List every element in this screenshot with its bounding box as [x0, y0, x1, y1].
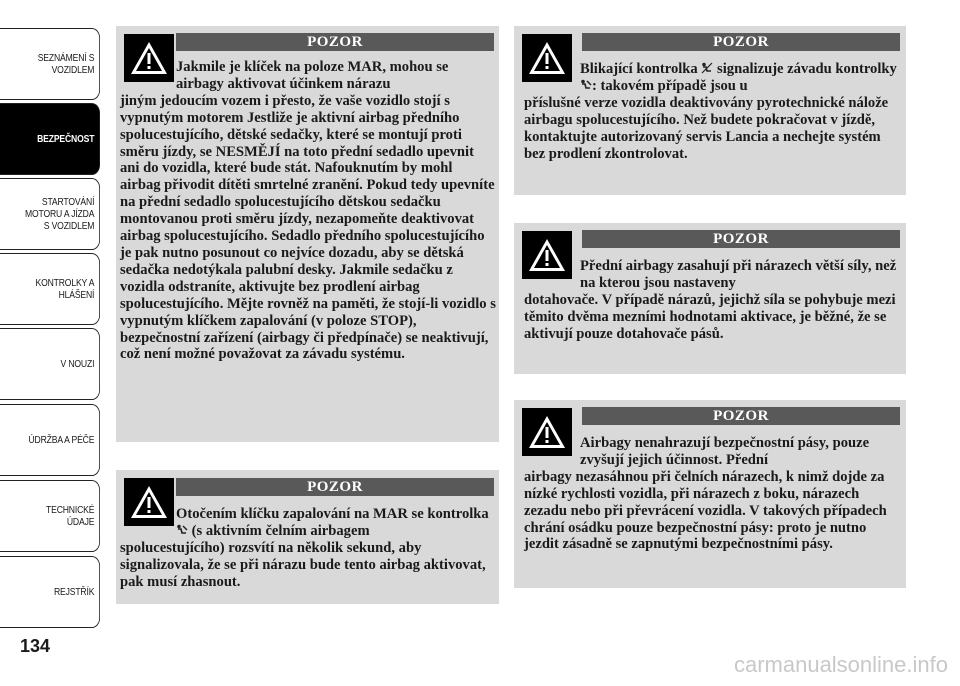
warning-title: POZOR	[176, 33, 494, 51]
warning-text: Přední airbagy zasahují při nárazech větší síly, než na kterou jsou nastaveny dotahovače. V případě nárazů, jejichž síla se pohybuje mezi těmito dvěma mezními hodnotami aktivace, je běžné, že se aktivují pouze dotahovače pásů.	[524, 258, 897, 342]
tab-udrzba[interactable]: ÚDRŽBA A PÉČE	[0, 404, 100, 476]
tab-startovani[interactable]: STARTOVÁNÍ MOTORU A JÍZDA S VOZIDLEM	[0, 178, 100, 250]
warning-text: Otočením klíčku zapalování na MAR se kontrolka (s aktivním čelním airbagem spolucestujícího) rozsvítí na několik sekund, aby signalizovala, že se při nárazu bude tento airbag aktivovat, pak musí zhasnout.	[120, 506, 489, 590]
warning-box-3	[514, 26, 906, 195]
warning-title: POZOR	[176, 478, 494, 496]
watermark: carmanualsonline.info	[733, 652, 948, 677]
tab-rejstrik[interactable]: REJSTŘÍK	[0, 556, 100, 628]
tab-kontrolky[interactable]: KONTROLKY A HLÁŠENÍ	[0, 253, 100, 325]
warning-title: POZOR	[582, 33, 900, 51]
warning-box-5	[514, 400, 906, 588]
warning-box-4	[514, 223, 906, 374]
airbag-icon	[580, 79, 592, 91]
warning-text: Blikající kontrolka signalizuje závadu kontrolky : takovém případě jsou u příslušné verze vozidla deaktivovány pyrotechnické nálože airbagu spolucestujícího. Než budete pokračovat v jízdě, kontaktujte autorizovaný servis Lancia a nechejte systém bez prodlení zkontrolovat.	[524, 61, 897, 162]
warning-text: Airbagy nenahrazují bezpečnostní pásy, pouze zvyšují jejich účinnost. Přední airbagy nezasáhnou při čelních nárazech, k nimž dojde za nízké rychlosti vozidla, při nárazech z boku, nárazech zezadu nebo při převrácení vozidla. V takových případech chrání osádku pouze bezpečnostní pásy: proto je nutno jezdit zásadně se zapnutými bezpečnostními pásy.	[524, 435, 887, 553]
warning-box-2	[116, 470, 499, 604]
warning-title: POZOR	[582, 407, 900, 425]
warning-title: POZOR	[582, 230, 900, 248]
tab-v-nouzi[interactable]: V NOUZI	[0, 328, 100, 400]
tab-seznameni[interactable]: SEZNÁMENÍ S VOZIDLEM	[0, 28, 100, 100]
warning-text: Jakmile je klíček na poloze MAR, mohou se airbagy aktivovat účinkem nárazu jiným jedoucím vozem i přesto, že vaše vozidlo stojí s vypnutým motorem Jestliže je aktivní airbag předního spolucestujícího, dětské sedačky, které se montují proti směru jízdy, se NESMĚJÍ na toto přední sedadlo upevnit ani do vozidla, které bude stát. Nafouknutím by mohl airbag přivodit dítěti smrtelné zranění. Pokud tedy upevníte na přední sedadlo spolucestujícího dětskou sedačku montovanou proti směru jízdy, nezapomeňte deaktivovat airbag spolucestujícího. Sedadlo předního spolucestujícího je pak nutno posunout co nejvíce dozadu, aby se dětská sedačka nedotýkala palubní desky. Jakmile sedačku z vozidla odstraníte, aktivujte bez prodlení airbag spolucestujícího. Mějte rovněž na paměti, že stojí-li vozidlo s vypnutým klíčkem zapalování (v poloze STOP), bezpečnostní zařízení (airbagy či předpínače) se neaktivují, což není možné považovat za závadu systému.	[120, 59, 496, 363]
warning-box-1	[116, 26, 499, 442]
tab-bezpecnost[interactable]: BEZPEČNOST	[0, 103, 100, 175]
airbag-off-warning-icon	[701, 62, 713, 74]
airbag-warning-icon	[176, 524, 188, 536]
page-number: 134	[20, 636, 51, 656]
tab-technicke-udaje[interactable]: TECHNICKÉ ÚDAJE	[0, 480, 100, 552]
